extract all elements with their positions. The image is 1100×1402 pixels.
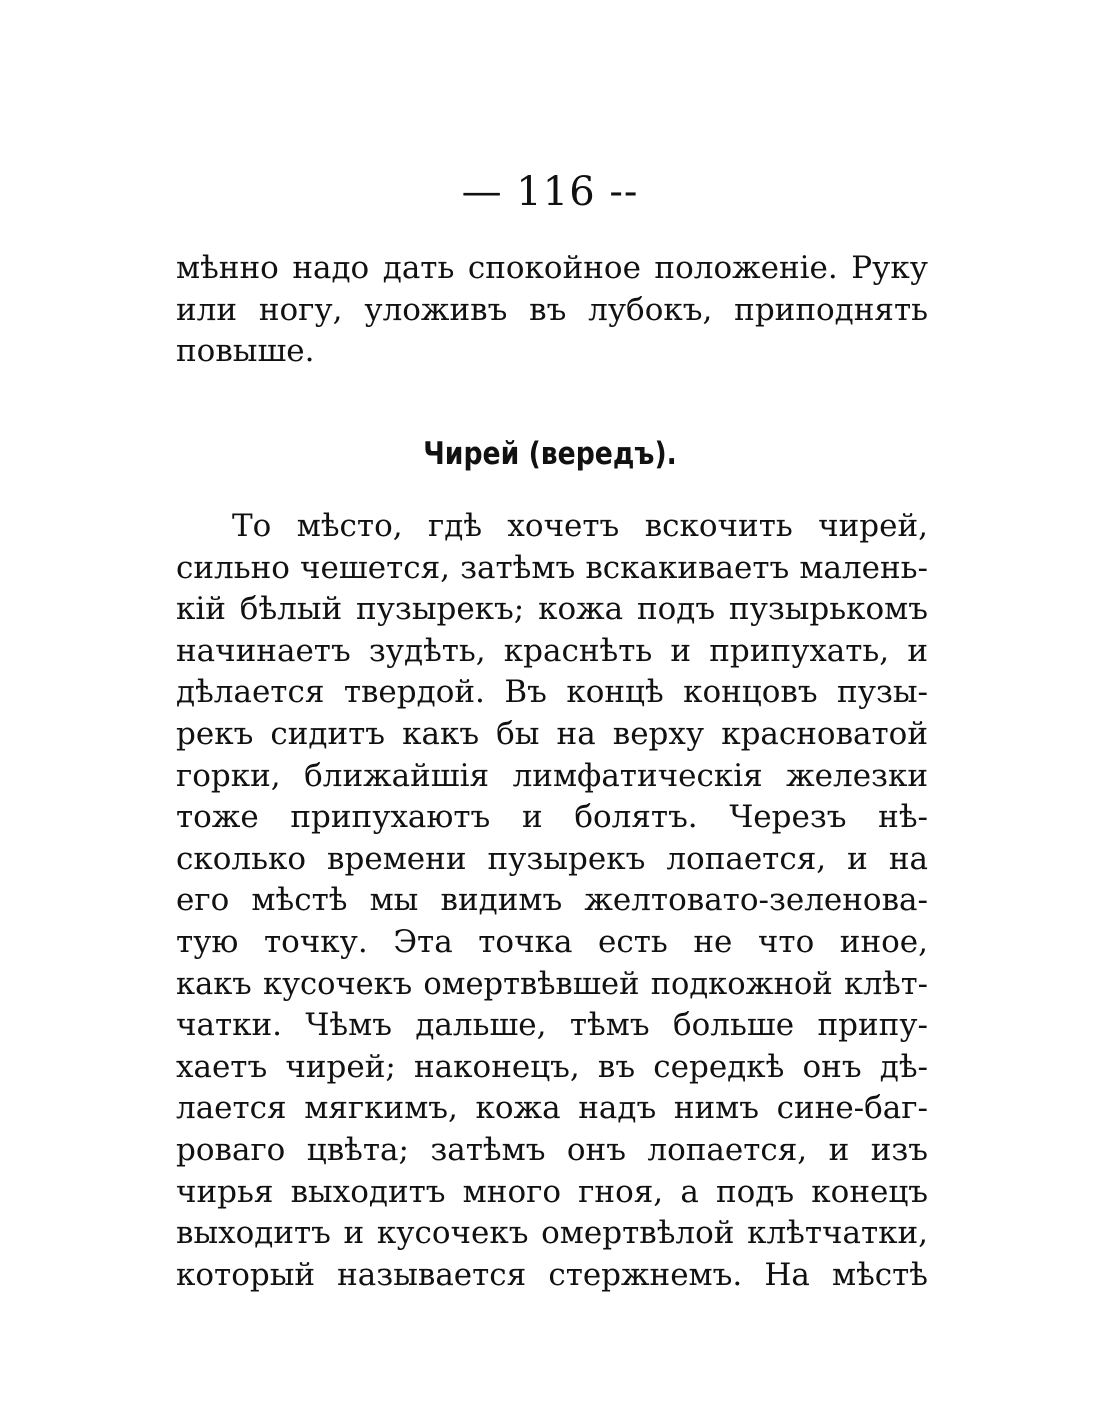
section-paragraph: [176, 506, 928, 1296]
text-line: рекъ сидитъ какъ бы на верху красноватой: [176, 715, 928, 752]
page-number: — 116 --: [461, 169, 639, 215]
text-line: повыше.: [176, 333, 315, 370]
text-line: кiй бѣлый пузырекъ; кожа подъ пузырькомъ: [176, 591, 928, 628]
continued-paragraph: [176, 248, 928, 373]
text-line: дѣлается твердой. Въ концѣ концовъ пузы-: [176, 674, 928, 711]
text-line: роваго цвѣта; затѣмъ онъ лопается, и изъ: [176, 1131, 928, 1168]
text-line: лается мягкимъ, кожа надъ нимъ сине-баг-: [176, 1090, 928, 1127]
text-line: какъ кусочекъ омертвѣвшей подкожной клѣт-: [176, 966, 928, 1002]
text-line: начинаетъ зудѣть, краснѣть и припухать, и: [176, 632, 928, 669]
text-line: То мѣсто, гдѣ хочетъ вскочить чирей,: [232, 508, 928, 544]
text-line: который называется стержнемъ. На мѣстѣ: [176, 1256, 928, 1293]
text-line: мѣнно надо дать спокойное положенiе. Руку: [176, 250, 928, 286]
text-line: выходитъ и кусочекъ омертвѣлой клѣтчатки,: [176, 1215, 928, 1252]
text-line: сколько времени пузырекъ лопается, и на: [176, 840, 928, 877]
text-line: сильно чешется, затѣмъ вскакиваетъ малень-: [176, 549, 928, 586]
text-line: чирья выходитъ много гноя, а подъ конецъ: [176, 1173, 928, 1210]
text-line: хаетъ чирей; наконецъ, въ середкѣ онъ дѣ-: [176, 1048, 928, 1085]
text-line: или ногу, уложивъ въ лубокъ, приподнять: [176, 291, 928, 328]
section-heading: Чирей (вередъ).: [423, 436, 677, 472]
text-line: горки, ближайшiя лимфатическiя железки: [176, 757, 928, 794]
text-line: тую точку. Эта точка есть не что иное,: [176, 923, 928, 960]
text-line: его мѣстѣ мы видимъ желтовато-зеленова-: [176, 882, 928, 919]
text-line: тоже припухаютъ и болятъ. Черезъ нѣ-: [176, 799, 928, 836]
text-line: чатки. Чѣмъ дальше, тѣмъ больше припу-: [176, 1007, 928, 1044]
